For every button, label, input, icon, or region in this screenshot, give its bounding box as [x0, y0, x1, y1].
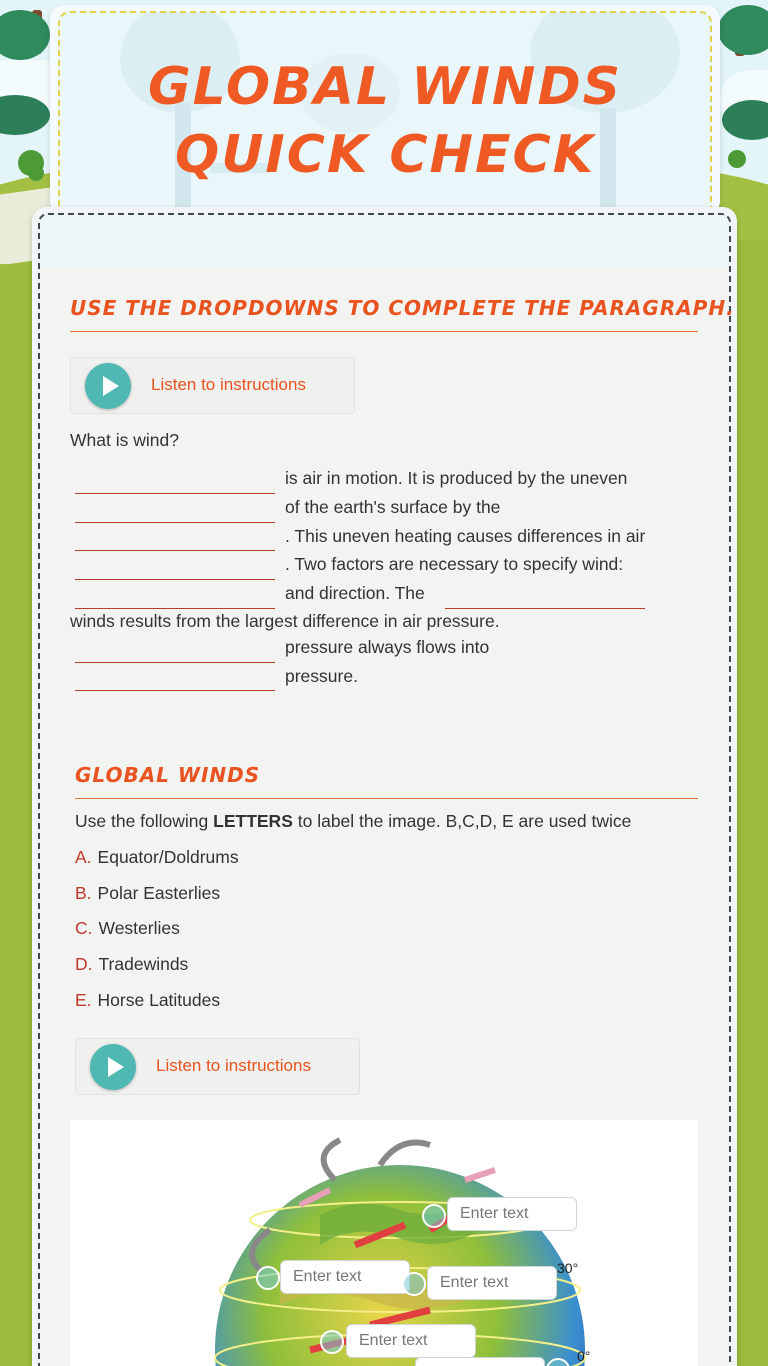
listen-label: Listen to instructions: [151, 375, 306, 394]
paragraph-line: pressure always flows into: [285, 637, 490, 657]
legend-letter: E.: [75, 990, 92, 1010]
instruction-bold: LETTERS: [213, 811, 293, 831]
dropdown-blank-2[interactable]: [75, 522, 275, 523]
label-input[interactable]: Enter text: [280, 1260, 410, 1294]
paragraph-line: is air in motion. It is produced by the uneven: [285, 468, 628, 488]
globe-image-panel: [70, 1120, 698, 1366]
listen-label: Listen to instructions: [156, 1056, 311, 1075]
legend-letter: B.: [75, 883, 92, 903]
question-text: What is wind?: [70, 430, 179, 450]
dropdown-blank-3[interactable]: [75, 550, 275, 551]
dropdown-blank-5[interactable]: [75, 608, 275, 609]
legend-label: Horse Latitudes: [97, 990, 221, 1010]
legend-label: Westerlies: [98, 918, 180, 938]
instruction-suffix: to label the image. B,C,D, E are used twice: [292, 811, 632, 831]
latitude-0-label: 0°: [577, 1348, 591, 1364]
label-input[interactable]: [415, 1357, 545, 1366]
paragraph-line: pressure.: [285, 666, 358, 686]
label-pin[interactable]: [402, 1272, 426, 1296]
label-pin[interactable]: [320, 1330, 344, 1354]
play-icon[interactable]: [90, 1044, 136, 1090]
legend-label: Equator/Doldrums: [97, 847, 239, 867]
legend-item: [75, 883, 220, 904]
section-title-paragraph: USE THE DROPDOWNS TO COMPLETE THE PARAGRAPH.: [70, 296, 735, 320]
legend-item: [75, 847, 239, 868]
legend-letter: A.: [75, 847, 92, 867]
paragraph-line: . Two factors are necessary to specify wind:: [285, 554, 624, 574]
card-top-band: [40, 215, 729, 267]
plant-icon: [28, 165, 44, 181]
legend-letter: D.: [75, 954, 93, 974]
section-divider: [75, 798, 698, 799]
page-title: GLOBAL WINDS QUICK CHECK: [147, 57, 623, 185]
dropdown-blank-7[interactable]: [75, 662, 275, 663]
paragraph-line: winds results from the largest difference in air pressure.: [70, 611, 500, 631]
dropdown-blank-8[interactable]: [75, 690, 275, 691]
listen-instructions-button[interactable]: [70, 357, 355, 414]
plant-icon: [728, 150, 746, 168]
label-input[interactable]: Enter text: [346, 1324, 476, 1358]
listen-instructions-button[interactable]: [75, 1038, 360, 1095]
section-divider: [70, 331, 698, 332]
header-card: [50, 5, 720, 215]
legend-label: Polar Easterlies: [97, 883, 221, 903]
dropdown-blank-1[interactable]: [75, 493, 275, 494]
section-title-global-winds: GLOBAL WINDS: [75, 763, 261, 787]
label-pin[interactable]: [256, 1266, 280, 1290]
paragraph-line: . This uneven heating causes differences in air: [285, 526, 646, 546]
legend-item: [75, 918, 180, 939]
paragraph-line: and direction. The: [285, 583, 425, 603]
legend-label: Tradewinds: [98, 954, 189, 974]
label-pin[interactable]: [422, 1204, 446, 1228]
dropdown-blank-6[interactable]: [445, 608, 645, 609]
label-input[interactable]: Enter text: [447, 1197, 577, 1231]
instruction-text: [75, 811, 631, 832]
legend-item: [75, 990, 220, 1011]
header-banner: [58, 11, 712, 215]
latitude-30-label: 30°: [557, 1260, 579, 1276]
legend-letter: C.: [75, 918, 93, 938]
instruction-prefix: Use the following: [75, 811, 214, 831]
play-icon[interactable]: [85, 363, 131, 409]
label-input[interactable]: Enter text: [427, 1266, 557, 1300]
dropdown-blank-4[interactable]: [75, 579, 275, 580]
paragraph-line: of the earth's surface by the: [285, 497, 501, 517]
legend-item: [75, 954, 188, 975]
